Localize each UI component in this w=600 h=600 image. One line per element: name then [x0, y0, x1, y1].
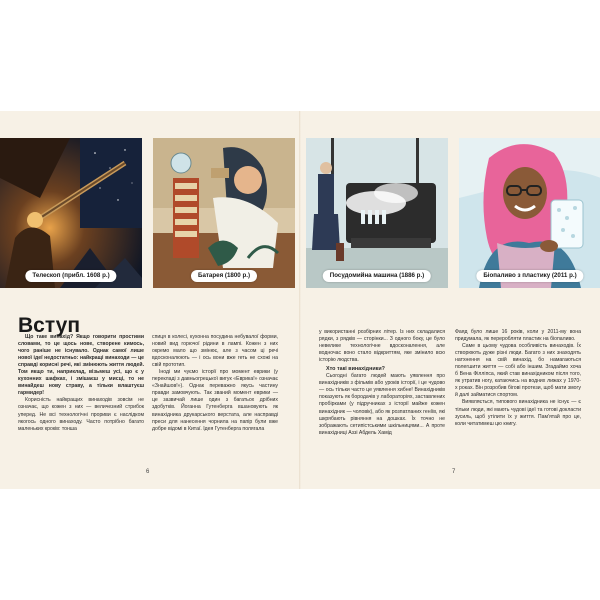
text-column-3	[319, 329, 445, 437]
paragraph: спиця в колесі, кухонна посудина небувалої форми, новий вид горючої рідини в лампі. Кожен з них окремо мало що змінює, але з часом ці речі вдосконалюють — і ось вони вже геть не схожі на свій прототип.	[152, 334, 278, 369]
text-column-2	[152, 334, 278, 433]
paragraph: Виявляється, типового винахідника не існує — є тільки люди, які мають чудові ідеї та готові докласти зусиль, щоб утілити їх у життя. Пам'ятай про це, коли читатимеш цю книгу.	[455, 399, 581, 427]
illustration-telescope	[0, 138, 142, 288]
page-number-right: 7	[452, 469, 456, 475]
caption-battery: Батарея (1800 р.)	[191, 270, 257, 282]
intro-lead-paragraph: Що таке винахід? Якщо говорити простими словами, то це щось нове, створене кимось, чого раніше не існувало. Однак самої лише нової ідеї недостатньо: найкращі винаходи — це справді корисні речі, які змінюють життя людей. Том якщо ти, наприклад, візьмеш усі, що є у кухонних шафках, і змішаєш у мисці, то не винайдеш нову страву, а тільки влаштуєш гармидер!	[18, 334, 144, 397]
caption-telescope: Телескоп (прибл. 1608 р.)	[25, 270, 116, 282]
caption-bioplastic: Біопаливо з пластику (2011 р.)	[476, 270, 583, 282]
text-column-4	[455, 329, 581, 428]
paragraph: у використанні розбірних літер. Із них складалися рядки, з рядків — сторінки... З одного боку, це було невелике технологічне вдосконалення, але водночас воно стало відкриттям, яке змінило всю історію людства.	[319, 329, 445, 364]
paragraph: Фаяд було лише 16 років, коли у 2011-му вона придумала, як переробляти пластик на біопаливо.	[455, 329, 581, 343]
telescope-illustration	[0, 138, 142, 288]
book-spread	[0, 111, 600, 489]
page-title: Вступ	[18, 314, 81, 337]
text-column-1	[18, 334, 144, 433]
paragraph: Сьогодні багато людей мають уявлення про винахідників з фільмів або уроків історії, і це чудово — ось тільки часто це уявлення хибне! Винахідників показують як бородачів у лабораторіях, заставлених пробірками (у підручниках з історії майже кожен винахідник — чоловік), або як розпатланих геніїв, які шкрябають рівняння на дошках. Їх точно не зображають сетипістськими шкільницями... А проте винахідниці Аззі Абдель Хамід	[319, 373, 445, 436]
bioplastic-illustration	[459, 138, 600, 288]
paragraph: Корисність найкращих винаходів зовсім не означає, що кожен з них — величезний стрибок уперед. Не всі технологічні прориви є наслідком якогось одного винаходу. Часто потрібно багато маленьких кроків: тонша	[18, 397, 144, 432]
illustration-dishwasher	[306, 138, 448, 288]
illustration-battery	[153, 138, 295, 288]
page-gutter	[299, 111, 301, 489]
battery-illustration	[153, 138, 295, 288]
subheading: Хто такі винахідники?	[326, 366, 385, 373]
paragraph: Іноді ми чуємо історії про момент еврики (у перекладі з давньогрецької вигук «Еврика!» означає «Знайшов!»). Однак переважно якусь частину правди замовчують. Так званий момент еврики — це зазвичай лише один з багатьох дрібних здобутків. Йоганна Гутенберга вшановують як винахідника друкарського верстата, але насправді преси для нанесення чорнила на папір були вже добре відомі в Китаї. Ідея Гутенберга полягала	[152, 369, 278, 432]
paragraph: Саме в цьому чудова особливість винаходів. Їх створюють дуже різні люди. Багато з них знаходять натхнення на свій винахід, бо намагаються полегшити життя — собі або іншим. Згадаймо хоча б Вена Філліпса, який став винахідником після того, як утратив ногу, катаючись на водних лижах у 1970-х роках. Він розробив бігові протези, щоб мати змогу й далі займатися спортом.	[455, 343, 581, 399]
page-number-left: 6	[146, 469, 150, 475]
caption-dishwasher: Посудомийна машина (1886 р.)	[323, 270, 431, 282]
illustration-bioplastic	[459, 138, 600, 288]
dishwasher-illustration	[306, 138, 448, 288]
